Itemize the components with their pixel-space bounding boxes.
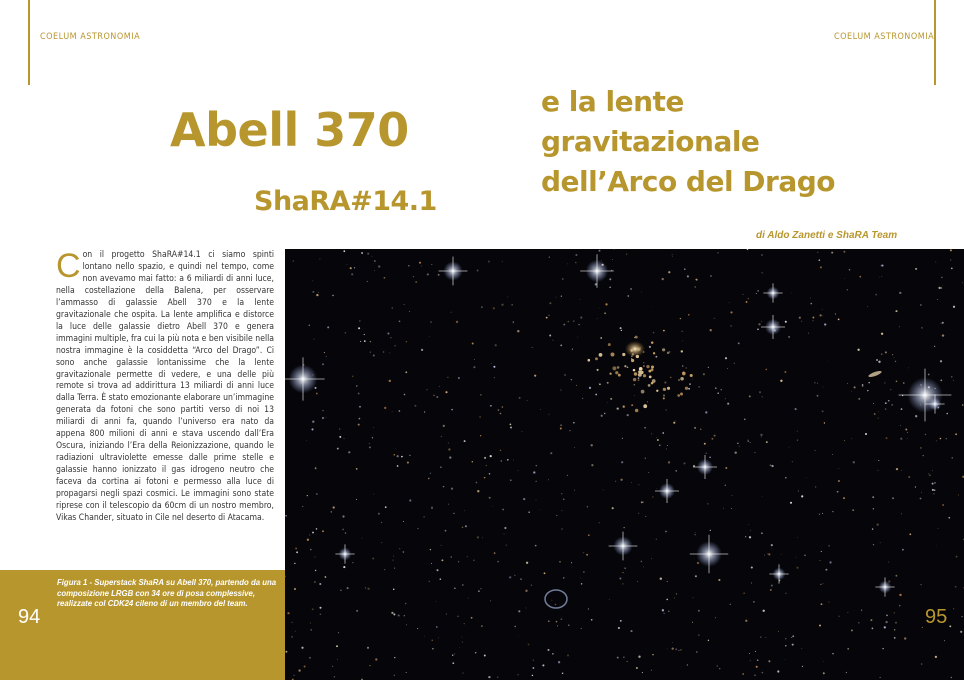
title-line: dell’Arco del Drago xyxy=(541,165,836,198)
starfield-image xyxy=(285,249,964,680)
title-line: gravitazionale xyxy=(541,125,760,158)
right-margin-line-top xyxy=(934,0,936,85)
body-text: on il progetto ShaRA#14.1 ci siamo spinti lontano nello spazio, e quindi nel tempo, come non avevamo mai fatto: a 6 miliardi di anni luce, nella costellazione della Balena, per osservare l’ammasso di galassie Abell 370 e la lente gravitazionale che ospita. La lente amplifica e distorce la luce delle galassie dietro Abell 370 e genera immagini multiple, fra cui la più nota e ben visibile nella nostra immagine è la cosiddetta “Arco del Drago”. Ci sono anche galassie lontanissime che la lente gravitazionale permette di vedere, e una delle più remote si trova ad addirittura 13 miliardi di anni luce dalla Terra. È stato emozionante elaborare un’immagine generata da fotoni che sono partiti verso di noi 13 miliardi di anni fa, quando l’universo era nato da appena 800 milioni di anni e stava uscendo dall’Era Oscura, iniziando l’Era della Reionizzazione, quando le radiazioni ultraviolette emesse dalle prime stelle e galassie hanno ionizzato il gas idrogeno neutro che faceva da cortina ai fotoni e permesso alla luce di propagarsi negli spazi cosmici. Le immagini sono state riprese con il telescopio da 60cm di un nostro membro, Vikas Chander, situato in Cile nel deserto di Atacama. xyxy=(56,250,274,523)
figure-caption: Figura 1 - Superstack ShaRA su Abell 370, partendo da una composizione LRGB con 34 ore di posa complessive, realizzate col CDK24 cileno di un membro del team. xyxy=(57,578,277,608)
running-header-left: COELUM ASTRONOMIA xyxy=(40,32,141,42)
left-margin-line-top xyxy=(28,0,30,85)
page-number-right: 95 xyxy=(925,606,948,628)
byline: di Aldo Zanetti e ShaRA Team xyxy=(756,230,898,241)
article-title: Abell 370 xyxy=(170,103,409,157)
title-line: e la lente xyxy=(541,85,684,118)
running-header-right: COELUM ASTRONOMIA xyxy=(834,32,935,42)
article-body xyxy=(56,247,274,525)
drop-cap: C xyxy=(56,247,81,285)
deep-sky-photo xyxy=(285,249,964,680)
article-title-continuation xyxy=(541,82,835,202)
article-subtitle: ShaRA#14.1 xyxy=(254,186,437,217)
page-number-left: 94 xyxy=(18,606,41,628)
